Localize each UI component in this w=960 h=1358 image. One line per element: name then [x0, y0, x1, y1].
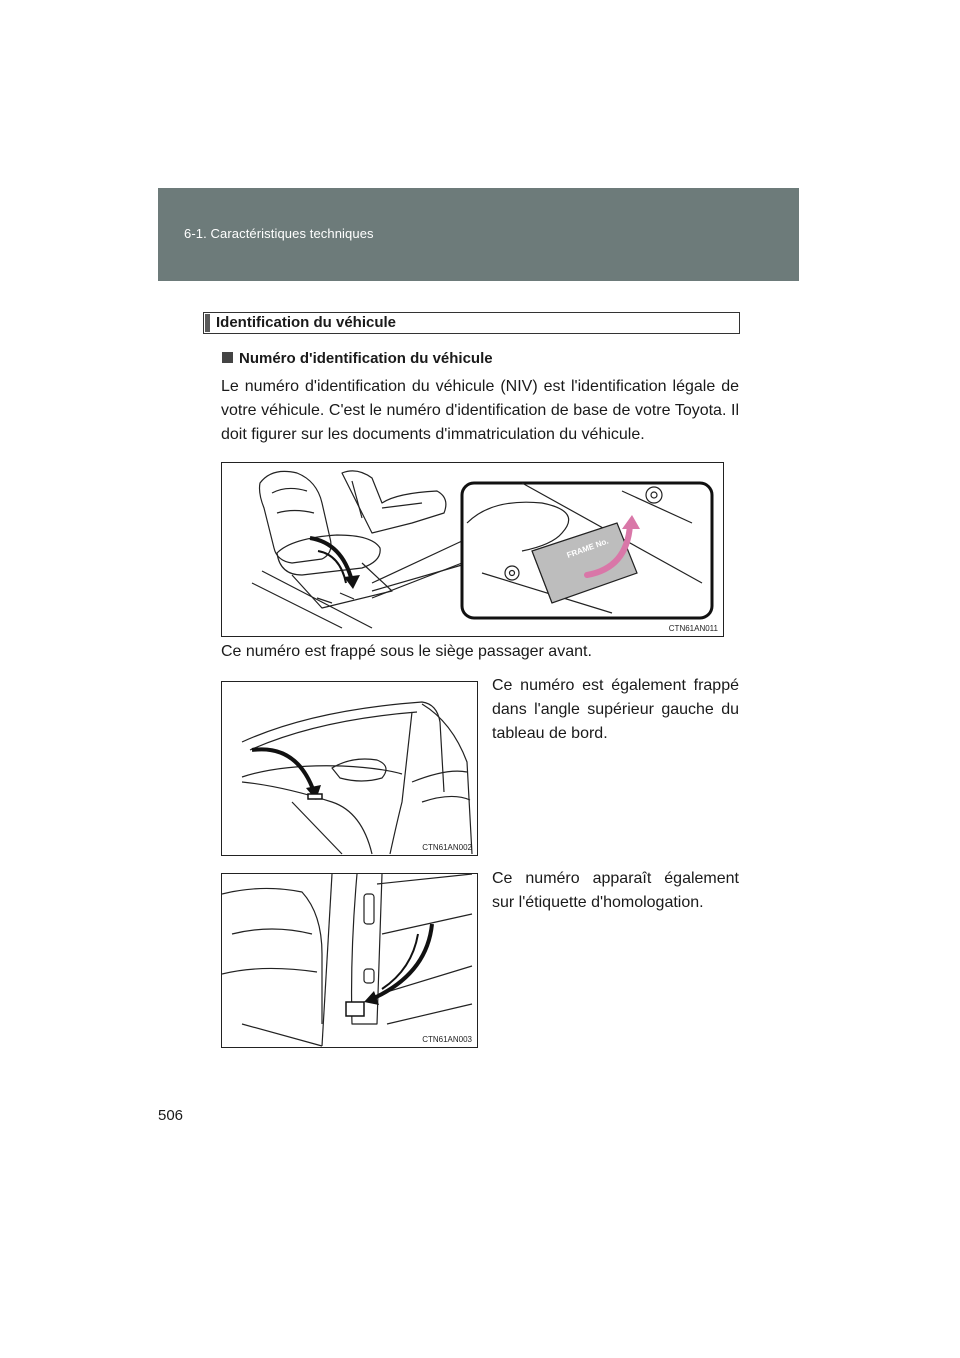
section-heading: [203, 312, 740, 334]
header-band: [158, 188, 799, 281]
frame-number-label: FRAME No.: [565, 536, 610, 560]
square-bullet-icon: [222, 352, 233, 363]
door-pillar-illustration: [222, 874, 477, 1047]
figure-code: CTN61AN011: [668, 624, 718, 633]
figure-seat-vin: [221, 462, 724, 637]
heading-bar: [205, 314, 210, 332]
caption-dashboard: Ce numéro est également frappé dans l'angle supérieur gauche du tableau de bord.: [492, 677, 739, 742]
dashboard-illustration: [222, 682, 477, 855]
caption-seat: Ce numéro est frappé sous le siège passager avant.: [221, 643, 592, 660]
chapter-title: 6-1. Caractéristiques techniques: [184, 226, 374, 241]
page-number: 506: [158, 1107, 184, 1124]
caption-label: Ce numéro apparaît également sur l'étiquette d'homologation.: [492, 870, 739, 911]
figure-code: CTN61AN002: [422, 843, 472, 852]
subsection-heading: [222, 350, 493, 367]
figure-code: CTN61AN003: [422, 1035, 472, 1044]
figure-label-vin: [221, 873, 478, 1048]
section-title: Identification du véhicule: [216, 314, 397, 331]
figure-dashboard-vin: [221, 681, 478, 856]
seat-illustration: [222, 463, 723, 636]
intro-paragraph: Le numéro d'identification du véhicule (NIV) est l'identification légale de votre véhicule. C'est le numéro d'identification de base de votre Toyota. Il doit figurer sur les documents d'immatriculation du véhicule.: [221, 378, 739, 443]
subsection-title: Numéro d'identification du véhicule: [239, 350, 493, 367]
